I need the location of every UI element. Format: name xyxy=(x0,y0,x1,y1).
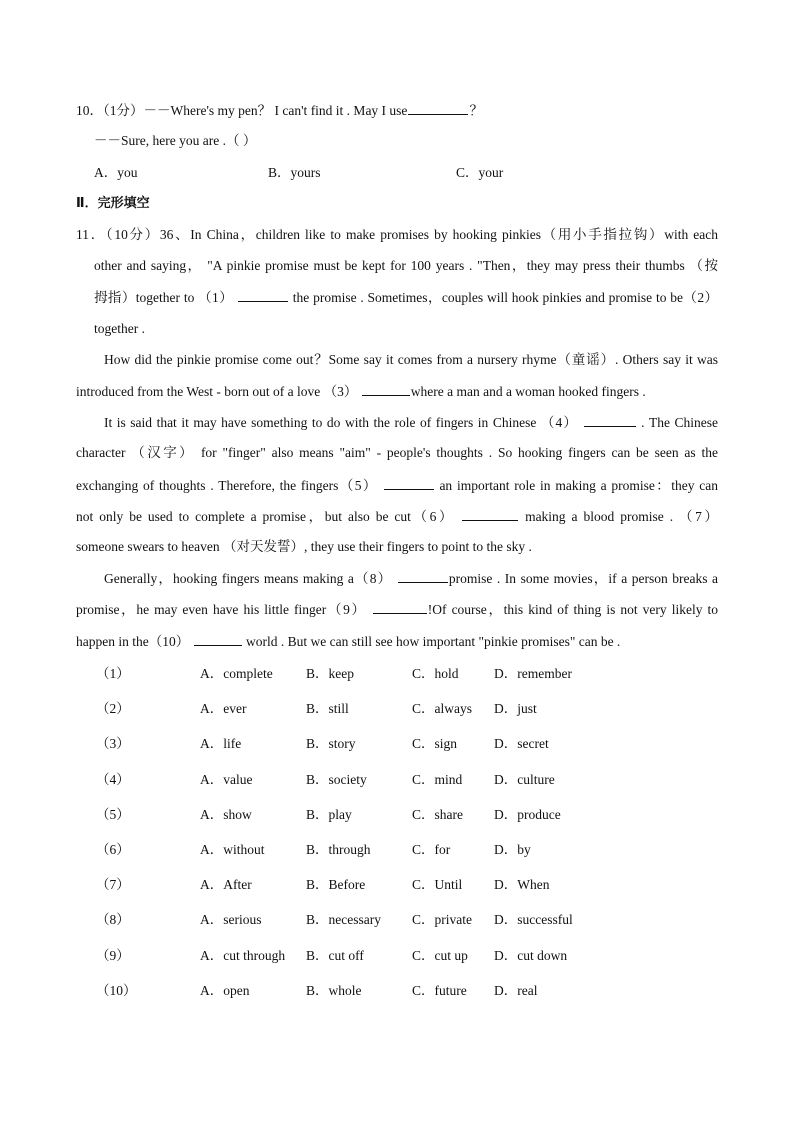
choice-number: （4） xyxy=(96,771,130,787)
q11-p1-line4: together . xyxy=(94,321,145,336)
q10-stem: 10．（1分）－－Where's my pen？ I can't find it . May I use xyxy=(76,103,408,118)
blank-6 xyxy=(462,507,518,521)
q11-p2-line2a: introduced from the West - born out of a love （3） xyxy=(76,384,358,399)
choice-option-a: A．without xyxy=(200,842,265,857)
q11-p3-line3b: an important role in making a promise：they can xyxy=(439,478,718,493)
choice-option-c: C．for xyxy=(412,842,451,857)
q11-p4-line1 xyxy=(104,569,718,588)
choice-option-b: B．through xyxy=(306,842,371,857)
choice-option-c: C．share xyxy=(412,806,463,822)
choice-option-c: C．cut up xyxy=(412,947,468,963)
q11-p4-line3b: world . But we can still see how important "pinkie promises" can be . xyxy=(245,634,621,649)
blank-9 xyxy=(373,600,427,614)
choice-option-d: D．just xyxy=(494,701,537,717)
choice-row xyxy=(0,911,794,929)
q11-p2-line1: How did the pinkie promise come out？Some say it comes from a nursery rhyme（童谣）. Others say it was xyxy=(104,352,718,367)
choice-number: （10） xyxy=(96,982,137,998)
choice-number: （7） xyxy=(96,877,130,893)
choice-number: （5） xyxy=(96,806,130,822)
q11-p1-line3 xyxy=(94,288,718,307)
choice-option-c: C．mind xyxy=(412,771,463,787)
q11-p4-line2a: promise，he may even have his little finger（9） xyxy=(76,602,367,617)
choice-option-a: A．show xyxy=(200,806,252,822)
choice-option-c: C．hold xyxy=(412,666,459,681)
choice-option-c: C．future xyxy=(412,982,467,998)
q11-p2-line2 xyxy=(76,382,646,401)
choice-option-c: C．always xyxy=(412,701,472,717)
choice-option-d: D．culture xyxy=(494,771,555,787)
blank-1 xyxy=(238,288,288,302)
choice-row xyxy=(0,771,794,789)
choice-option-d: D．produce xyxy=(494,806,561,822)
q10-stem-line xyxy=(76,101,483,120)
choice-option-a: A．serious xyxy=(200,912,262,928)
choice-option-d: D．When xyxy=(494,877,550,893)
choice-option-a: A．value xyxy=(200,771,253,787)
choice-row xyxy=(0,876,794,894)
q10-option-c: C．your xyxy=(456,165,504,180)
choice-number: （6） xyxy=(96,842,130,857)
choice-option-c: C．sign xyxy=(412,736,458,752)
choice-option-c: C．Until xyxy=(412,877,463,893)
choice-number: （9） xyxy=(96,947,130,963)
choice-option-b: B．cut off xyxy=(306,947,364,963)
q10-stem-end: ？ xyxy=(469,103,483,118)
choice-option-b: B．play xyxy=(306,806,352,822)
choice-option-d: D．real xyxy=(494,982,538,998)
q11-p3-line4a: not only be used to complete a promise，but also be cut（6） xyxy=(76,509,456,524)
q11-p4-line3 xyxy=(76,632,620,651)
choice-row xyxy=(0,700,794,718)
q11-p4-line2b: !Of course，this kind of thing is not very likely to xyxy=(427,602,718,617)
choice-option-a: A．life xyxy=(200,736,242,752)
blank-4 xyxy=(584,413,636,427)
choice-option-a: A．After xyxy=(200,877,252,893)
q11-p1-line3b: the promise . Sometimes，couples will hook pinkies and promise to be（2） xyxy=(292,290,719,305)
blank-10 xyxy=(194,632,242,646)
q11-p4-line1a: Generally，hooking fingers means making a（8） xyxy=(104,571,393,586)
blank-8 xyxy=(398,569,448,583)
choice-option-b: B．Before xyxy=(306,877,366,893)
q11-p3-line2: character （汉字） for "finger" also means "aim" - people's thoughts . So hooking fingers can be seen as the xyxy=(76,445,718,460)
choice-option-d: D．by xyxy=(494,842,531,857)
choice-row xyxy=(0,665,794,683)
q11-p4-line2 xyxy=(76,600,718,619)
choice-option-b: B．still xyxy=(306,701,349,717)
q11-p3-line1b: . The Chinese xyxy=(641,415,719,430)
choice-number: （8） xyxy=(96,912,130,928)
q11-p4-line3a: happen in the（10） xyxy=(76,634,190,649)
choice-row xyxy=(0,841,794,859)
blank-3 xyxy=(362,382,410,396)
choice-option-a: A．cut through xyxy=(200,947,286,963)
choice-row xyxy=(0,735,794,753)
choice-option-b: B．whole xyxy=(306,982,362,998)
q10-option-b: B．yours xyxy=(268,165,321,180)
choice-number: （1） xyxy=(96,666,130,681)
q10-option-a: A．you xyxy=(94,165,138,180)
q11-p4-line1b: promise . In some movies，if a person breaks a xyxy=(448,571,719,586)
choice-row xyxy=(0,947,794,965)
choice-row xyxy=(0,806,794,824)
q11-p3-line5: someone swears to heaven （对天发誓）, they use their fingers to point to the sky . xyxy=(76,539,532,554)
choice-option-c: C．private xyxy=(412,912,472,928)
choice-option-a: A．complete xyxy=(200,666,273,681)
section-title: Ⅱ．完形填空 xyxy=(76,196,150,211)
q10-blank xyxy=(408,101,468,115)
choice-option-d: D．secret xyxy=(494,736,549,752)
blank-5 xyxy=(384,476,434,490)
q11-p1-line1: 11．（10分）36、In China，children like to make promises by hooking pinkies（用小手指拉钩）with each xyxy=(76,227,718,242)
choice-option-a: A．ever xyxy=(200,701,247,717)
q11-p1-line2: other and saying， "A pinkie promise must be kept for 100 years . "Then，they may press their thumbs （按 xyxy=(94,258,718,273)
q11-p3-line3a: exchanging of thoughts . Therefore, the fingers（5） xyxy=(76,478,378,493)
choice-option-d: D．cut down xyxy=(494,947,568,963)
q11-p3-line1 xyxy=(104,413,718,432)
choice-option-d: D．successful xyxy=(494,912,573,928)
q11-p1-line3a: 拇指）together to （1） xyxy=(94,290,234,305)
q11-p3-line4 xyxy=(76,507,718,526)
q11-p3-line1a: It is said that it may have something to do with the role of fingers in Chinese （4） xyxy=(104,415,579,430)
q11-p2-line2b: where a man and a woman hooked fingers . xyxy=(410,384,646,399)
choice-number: （2） xyxy=(96,701,130,717)
q10-reply: －－Sure, here you are .（ ） xyxy=(94,133,257,148)
choice-option-a: A．open xyxy=(200,982,250,998)
q11-p3-line4b: making a blood promise . （7） xyxy=(525,509,719,524)
choice-option-b: B．keep xyxy=(306,666,354,681)
choice-row xyxy=(0,982,794,1000)
q11-p3-line3 xyxy=(76,476,718,495)
choice-option-b: B．society xyxy=(306,771,367,787)
choice-option-b: B．necessary xyxy=(306,912,381,928)
choice-option-b: B．story xyxy=(306,736,356,752)
choice-number: （3） xyxy=(96,736,130,752)
choice-option-d: D．remember xyxy=(494,666,572,681)
